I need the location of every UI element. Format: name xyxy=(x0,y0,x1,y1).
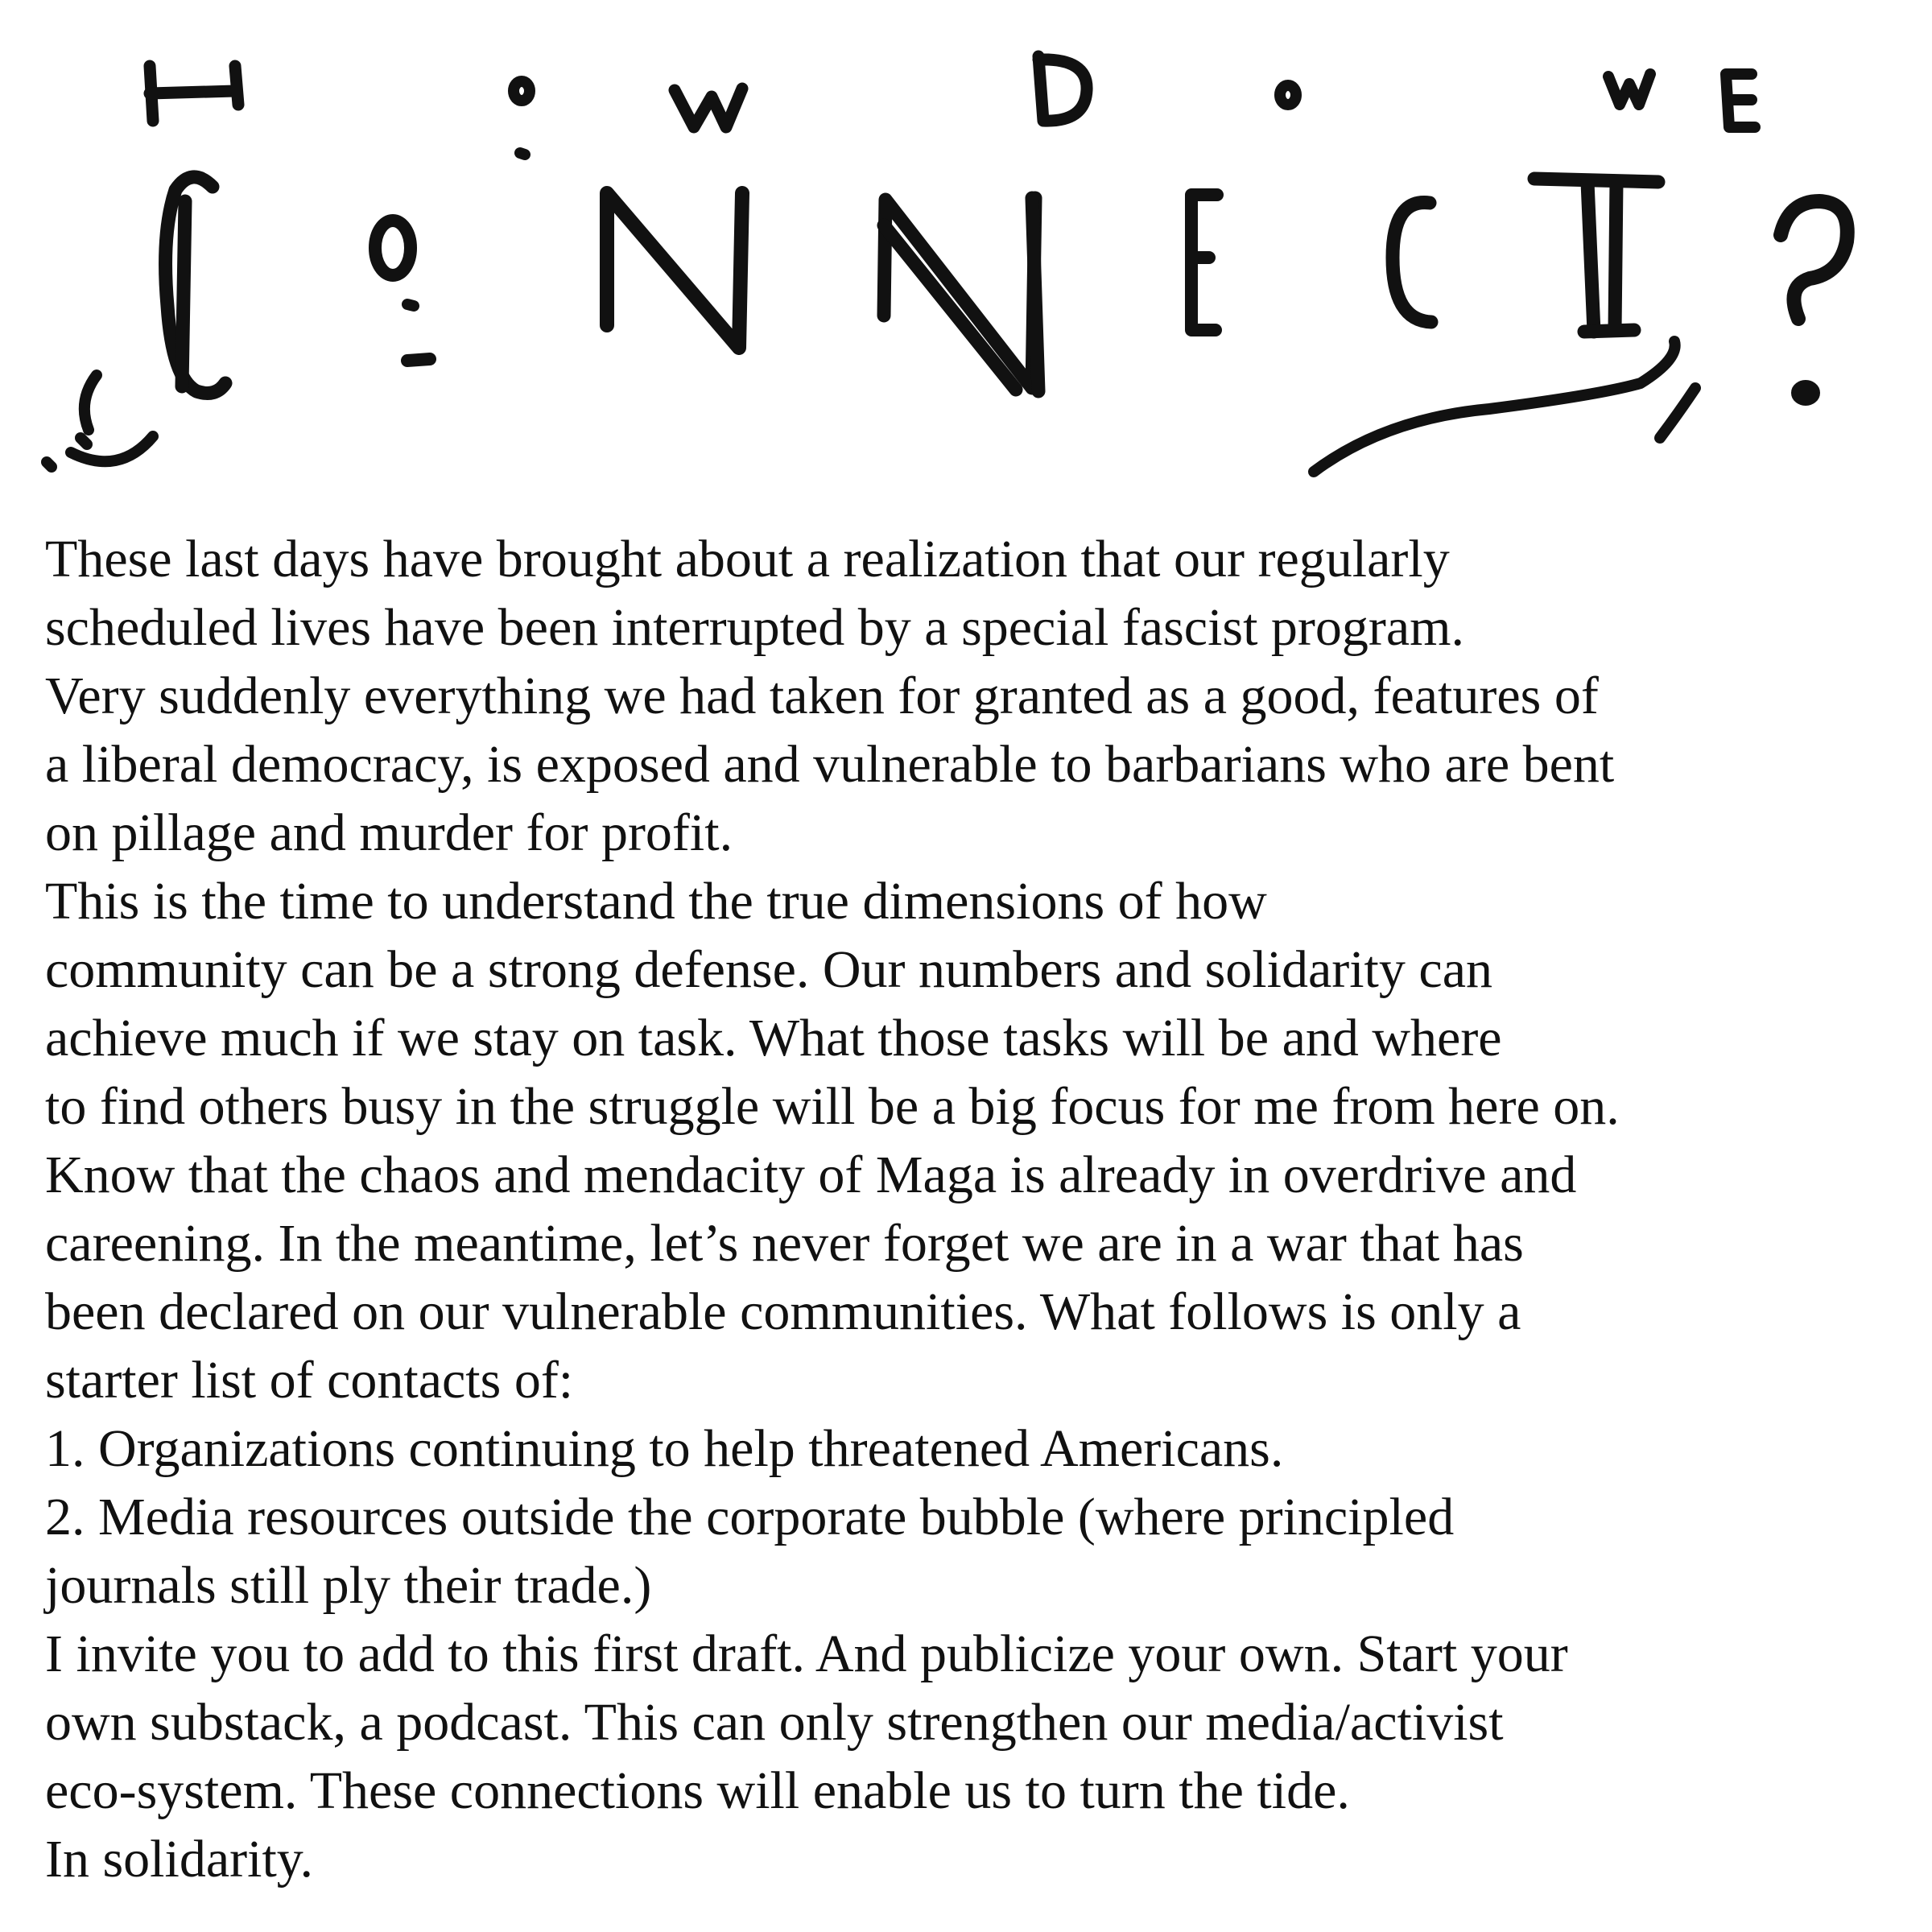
letter-c-big xyxy=(166,177,225,394)
body-line: eco-system. These connections will enable us to turn the tide. xyxy=(45,1761,1350,1820)
letter-w-2 xyxy=(1608,74,1650,105)
body-line: Very suddenly everything we had taken for granted as a good, features of xyxy=(45,667,1599,725)
letter-n-1 xyxy=(607,193,742,348)
body-line: journals still ply their trade.) xyxy=(45,1556,652,1615)
letter-c-2 xyxy=(1393,203,1431,322)
letter-n-2 xyxy=(884,198,1038,391)
question-mark xyxy=(1781,201,1847,398)
letter-e xyxy=(1726,74,1755,127)
body-line: Know that the chaos and mendacity of Maga is already in overdrive and xyxy=(45,1146,1577,1204)
title-lettering xyxy=(0,0,1932,515)
letter-w xyxy=(675,89,742,127)
letter-d xyxy=(1038,56,1087,121)
letter-o-dots xyxy=(514,81,530,155)
body-line: careening. In the meantime, let’s never forget we are in a war that has xyxy=(45,1214,1524,1273)
body-line: starter list of contacts of: xyxy=(45,1351,574,1410)
body-line: community can be a strong defense. Our numbers and solidarity can xyxy=(45,940,1492,999)
body-line: achieve much if we stay on task. What those tasks will be and where xyxy=(45,1009,1502,1067)
letter-h xyxy=(150,66,238,121)
list-item-1: 1. Organizations continuing to help threatened Americans. xyxy=(45,1419,1284,1478)
body-line: scheduled lives have been interrupted by a special fascist program. xyxy=(45,598,1465,657)
letter-t xyxy=(1534,179,1658,332)
sign-off: In solidarity. xyxy=(45,1830,313,1889)
body-line: own substack, a podcast. This can only strengthen our media/activist xyxy=(45,1693,1504,1752)
body-line: on pillage and murder for profit. xyxy=(45,803,733,862)
body-line: I invite you to add to this first draft. And publicize your own. Start your xyxy=(45,1624,1568,1683)
body-line: This is the time to understand the true dimensions of how xyxy=(45,872,1267,931)
body-line: These last days have brought about a realization that our regularly xyxy=(45,530,1450,588)
list-item-2: 2. Media resources outside the corporate bubble (where principled xyxy=(45,1488,1455,1546)
body-line: to find others busy in the struggle will be a big focus for me from here on. xyxy=(45,1077,1620,1136)
body-line: been declared on our vulnerable communities. What follows is only a xyxy=(45,1282,1521,1341)
letter-o-2 xyxy=(1280,85,1296,105)
decorative-swoops xyxy=(47,341,1695,472)
body-text xyxy=(45,525,1921,1893)
body-line: a liberal democracy, is exposed and vulnerable to barbarians who are bent xyxy=(45,735,1615,794)
letter-o-3 xyxy=(375,221,411,275)
letter-e-2 xyxy=(1191,195,1217,330)
